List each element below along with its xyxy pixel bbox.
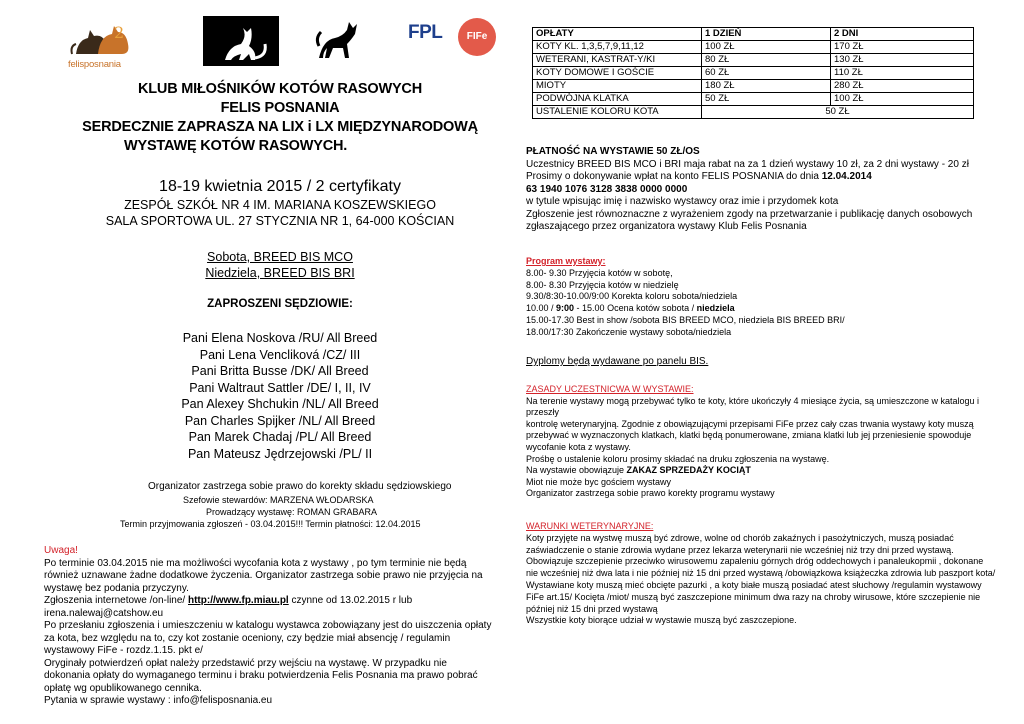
fee-cell: 80 ZŁ [702,54,831,67]
fee-cell: 50 ZŁ [702,106,974,119]
table-row [533,67,974,80]
fee-cell: KOTY DOMOWE I GOŚCIE [533,67,702,80]
judge-item: Pan Charles Spijker /NL/ All Breed [184,413,376,428]
organizer-note: Organizator zastrzega sobie prawo do korekty składu sędziowskiego [148,481,452,492]
fee-cell: 170 ZŁ [831,41,974,54]
judge-item: Pani Britta Busse /DK/ All Breed [191,364,369,378]
venue-line2: SALA SPORTOWA UL. 27 STYCZNIA NR 1, 64-000 KOŚCIAN [105,214,455,228]
cats-logo-icon [68,16,138,56]
arched-cat-icon [313,16,363,66]
judge-item: Pan Marek Chadaj /PL/ All Breed [188,430,372,444]
payment-block [526,146,996,234]
fee-cell: KOTY KL. 1,3,5,7,9,11,12 [533,41,702,54]
black-cat-logo [203,16,279,66]
club-name-line2: FELIS POSNANIA [220,100,340,116]
fee-cell: 110 ZŁ [831,67,974,80]
arched-cat-logo [313,16,363,66]
fees-table [532,27,974,119]
program-time-bold: 9:00 [556,303,575,314]
program-time: 10.00 / [526,303,557,314]
registration-link[interactable]: http://www.fp.miau.pl [187,595,289,606]
sunday-line [30,264,530,282]
deadlines-line: Termin przyjmowania zgłoszeń - 03.04.2015!!! Termin płatności: 12.04.2015 [120,519,421,529]
svg-text:2: 2 [114,23,125,42]
stewards-line: Szefowie stewardów: MARZENA WŁODARSKA [183,495,374,505]
judge-item: Pani Lena Vencliková /CZ/ III [199,347,361,362]
table-row [533,54,974,67]
fee-cell: 130 ZŁ [831,54,974,67]
program-item: 9.30/8:30-10.00/9:00 Korekta koloru sobota/niedziela [526,291,738,302]
program-heading: Program wystawy: [526,256,606,266]
table-row [533,106,974,119]
rules-item: Prośbę o ustalenie koloru prosimy składać na druku zgłoszenia na wystawę. [526,453,830,464]
club-name-line1: KLUB MIŁOŚNIKÓW KOTÓW RASOWYCH [138,81,422,97]
payment-title-note: w tytule wpisując imię i nazwisko wystawcy oraz imie i przydomek kota [526,196,839,207]
rules-heading: ZASADY UCZESTNICWA W WYSTAWIE: [526,384,694,394]
fees-header-cell: OPŁATY [533,28,702,41]
judge-item: Pani Waltraut Sattler /DE/ I, II, IV [189,380,371,395]
warning-p2-pre: Zgłoszenia internetowe /on-line/ [44,595,188,606]
venue-line1: ZESPÓŁ SZKÓŁ NR 4 IM. MARIANA KOSZEWSKIEGO [124,198,436,212]
payment-discount: Uczestnicy BREED BIS MCO i BRI maja rabat na za 1 dzień wystawy 10 zł, za 2 dni wystawy - 20 zł [526,158,969,170]
fee-cell: 50 ZŁ [702,93,831,106]
vet-item: Wystawiane koty muszą mieć obcięte pazurki , a koty białe muszą posiadać atest słuchowy /regulamin wystawowy FiFe art.15/ Kocięta /miot/ muszą być zaszczepione minimum dwa razy na chroby wirusowe, które szczepienie nie później niż 15 dni przed wystawą [526,579,982,614]
table-row [533,80,974,93]
warning-p1: Po terminie 03.04.2015 nie ma możliwości wycofania kota z wystawy , po tym terminie nie będą również uznawane żadne dodatkowe życzenia. Organizator zastrzega sobie prawo nie przyjęcia na wystawę bez podania przyczyny. [44,557,483,594]
rules-item: Miot nie może byc gościem wystawy [526,476,672,487]
warning-p3: Po przesłaniu zgłoszenia i umieszczeniu w katalogu wystawca zobowiązany jest do uiszczenia opłaty za kota, bez względu na to, czy kot zostanie oceniony, czy będzie miał absencję / regulamin wystawowy FiFe - rozdz.1.15. pkt e/ [44,620,492,656]
program-item [526,303,996,315]
program-item: 15.00-17.30 Best in show /sobota BIS BREED MCO, niedziela BIS BREED BRI/ [526,314,845,325]
payment-consent: Zgłoszenie jest równoznaczne z wyrażeniem zgody na przetwarzanie i publikację danych osobowych zgłaszającego przez organizatora wystawy Klub Felis Posnania [526,208,973,232]
felis-logo-text: felisposnania [68,59,121,70]
fee-cell: 100 ZŁ [702,41,831,54]
warning-p2-post: czynne od 13.02.2015 r lub irena.nalewaj@catshow.eu [44,595,413,619]
fee-cell: PODWÓJNA KLATKA [533,93,702,106]
felis-posnania-logo [68,16,138,68]
bank-account: 63 1940 1076 3128 3838 0000 0000 [526,183,688,195]
program-item: 8.00- 8.30 Przyjęcia kotów w niedzielę [526,279,679,290]
fee-cell: 180 ZŁ [702,80,831,93]
table-row [533,93,974,106]
payment-deadline-date: 12.04.2014 [821,171,872,182]
fee-cell: 100 ZŁ [831,93,974,106]
fee-cell: 280 ZŁ [831,80,974,93]
program-block [526,256,996,339]
saturday-breed-bis: Sobota, BREED BIS MCO [207,250,353,264]
fees-header-cell: 2 DNI [831,28,974,41]
fee-cell: USTALENIE KOLORU KOTA [533,106,702,119]
diplomas-note: Dyplomy będą wydawane po panelu BIS. [526,356,709,367]
rules-sales-text: Na wystawie obowiązuje [526,465,627,476]
judge-item: Pan Mateusz Jędrzejowski /PL/ II [187,446,373,461]
payment-deadline-text: Prosimy o dokonywanie wpłat na konto FELIS POSNANIA do dnia [526,171,822,182]
vet-item: Wszystkie koty biorące udział w wystawie muszą być zaszczepione. [526,615,797,626]
fpl-logo-text: FPL [408,22,443,43]
program-item: 8.00- 9.30 Przyjęcia kotów w sobotę, [526,267,673,278]
rules-item: kontrolę weterynaryjną. Zgodnie z obowiązującymi przepisami FiFe przez cały czas trwania wystawy koty muszą przebywać w wyznaczonych klatkach, klatki będą ponumerowane, zmiana klatki lub jej przeniesienie spowoduje wycofanie kota z wystawy. [526,418,974,452]
event-date: 18-19 kwietnia 2015 / 2 certyfikaty [159,178,401,195]
fee-cell: WETERANI, KASTRAT-Y/KI [533,54,702,67]
leader-line: Prowadzący wystawę: ROMAN GRABARA [206,507,378,517]
payment-heading: PŁATNOŚĆ NA WYSTAWIE 50 ZŁ/OS [526,146,700,157]
program-day-bold: niedziela [696,303,735,314]
warning-block [44,545,494,708]
warning-p4: Oryginały potwierdzeń opłat należy przedstawić przy wejściu na wystawę. W przypadku nie dokonania opłaty do wymaganego terminu i braku potwierdzenia Felis Posnania ma prawo pobrać opłatę wg opublikowanego cennika. [44,657,478,694]
vet-item: Obowiązuje szczepienie przeciwko wirusowemu zapaleniu górnych dróg oddechowych i panaleukopmii , dokonane nie wcześniej niż dwa lata i nie później niż 15 dni przed wystawą /obowiązkowa książeczka zdrowia lub paszport kota/ [526,556,996,579]
fife-logo-text: FIFe [466,31,488,42]
table-row [533,41,974,54]
vet-heading: WARUNKI WETERYNARYJNE: [526,521,654,531]
fee-cell: 60 ZŁ [702,67,831,80]
vet-block [526,521,996,627]
fife-logo [458,18,496,56]
fee-cell: MIOTY [533,80,702,93]
invite-line2: WYSTAWĘ KOTÓW RASOWYCH. [124,138,348,154]
program-text: - 15.00 Ocena kotów sobota / [574,303,697,314]
cat-silhouette-icon [203,16,279,66]
fees-header-cell: 1 DZIEŃ [702,28,831,41]
warning-p2 [44,595,494,620]
judges-list [30,330,530,462]
rules-item: Na terenie wystawy mogą przebywać tylko te koty, które ukończyły 4 miesiące życia, są umieszczone w katalogu i przeszły [526,395,980,418]
program-item: 18.00/17:30 Zakończenie wystawy sobota/niedziela [526,326,732,337]
rules-block [526,384,996,500]
fpl-logo [408,22,458,46]
vet-item: Koty przyjęte na wystwę muszą być zdrowe, wolne od chorób zakaźnych i pasożytniczych, muszą posiadać zaświadczenie o stanie zdrowia wydane przez lekarza weterynarii nie wcześniej niż trzy dni przed wystawą. [526,532,954,555]
sunday-breed-bis: Niedziela, BREED BIS BRI [205,266,355,280]
judge-item: Pani Elena Noskova /RU/ All Breed [182,331,378,345]
rules-item: Organizator zastrzega sobie prawo korekty programu wystawy [526,488,775,499]
table-row [533,28,974,41]
invite-line1: SERDECZNIE ZAPRASZA NA LIX i LX MIĘDZYNARODOWĄ [82,119,478,135]
warning-label: Uwaga! [44,545,78,556]
judge-item: Pan Alexey Shchukin /NL/ All Breed [181,397,379,411]
rules-item [526,465,996,477]
judges-heading: ZAPROSZENI SĘDZIOWIE: [207,298,353,310]
rules-sales-ban: ZAKAZ SPRZEDAŻY KOCIĄT [626,465,751,476]
warning-p5: Pytania w sprawie wystawy : info@felisposnania.eu [44,695,273,706]
payment-deadline [526,171,996,184]
